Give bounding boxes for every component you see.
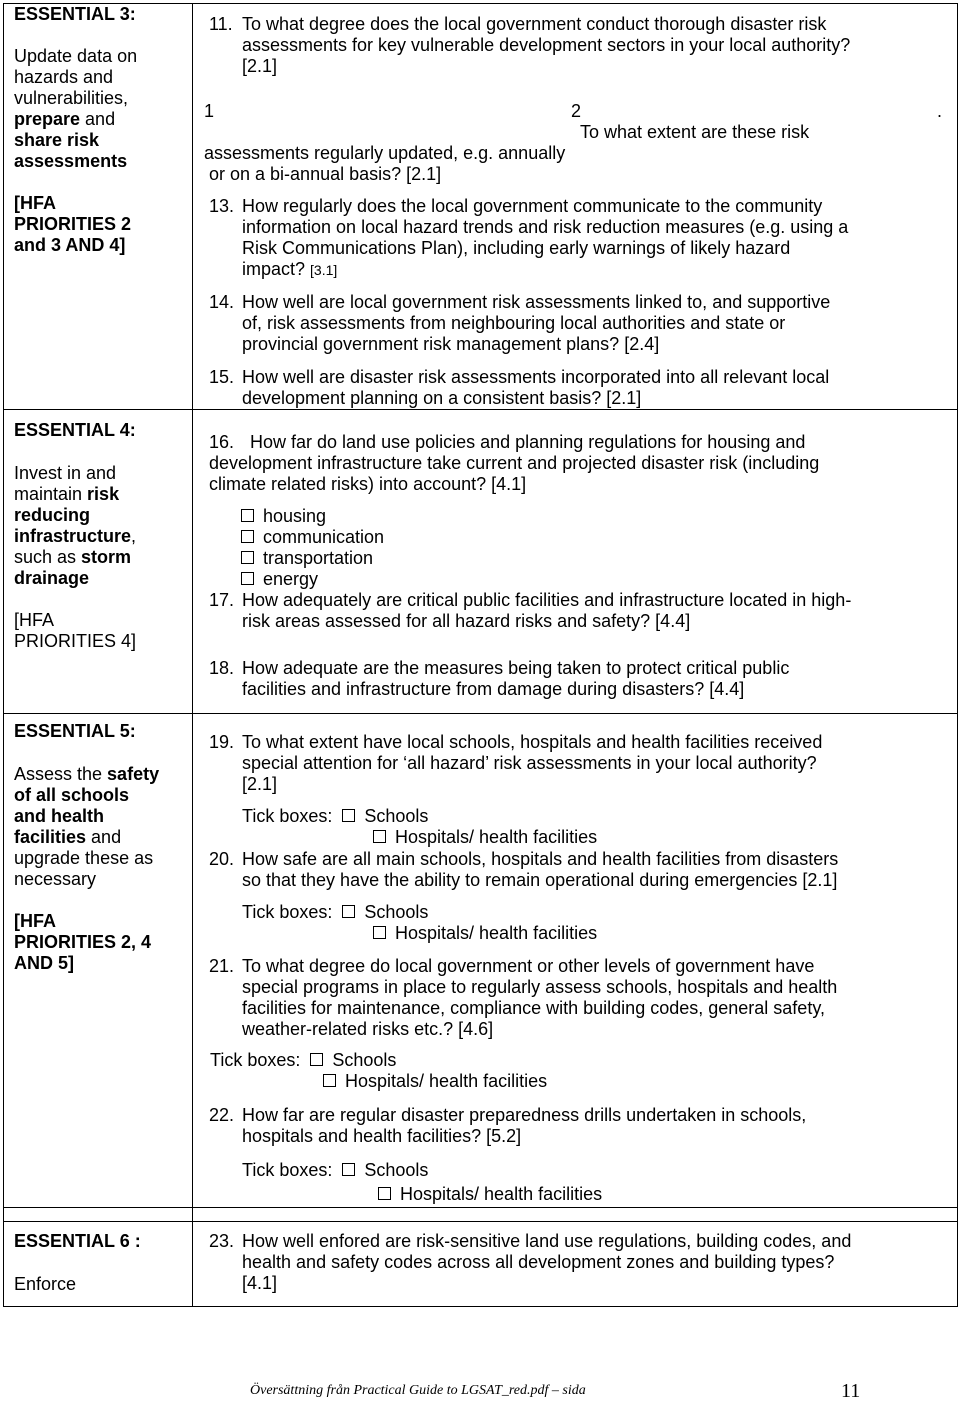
tick-boxes-q21: [210, 1050, 547, 1092]
question-text: [242, 1231, 954, 1294]
question-line: Risk Communications Plan), including early warnings of likely hazard: [242, 238, 791, 258]
essential-5-priorities-3: AND 5]: [14, 953, 75, 973]
question-text: [242, 956, 954, 1040]
tick-hospitals[interactable]: Hospitals/ health facilities: [378, 1184, 602, 1205]
essential-6-text: Enforce: [14, 1274, 77, 1294]
question-number: 23.: [209, 1231, 235, 1251]
question-line: To what degree does the local government conduct thorough disaster risk: [242, 14, 827, 34]
essential-4-priorities: [HFA: [14, 610, 55, 630]
column-divider: [192, 3, 193, 1307]
checkbox-icon[interactable]: [241, 530, 254, 543]
essential-4-text-4: infrastructure,: [14, 526, 137, 546]
question-line: development infrastructure take current and projected disaster risk (including: [209, 453, 820, 473]
checkbox-icon[interactable]: [342, 1163, 355, 1176]
essential-5-cell: [14, 721, 189, 974]
question-text: [242, 367, 954, 409]
essential-3-title: ESSENTIAL 3:: [14, 4, 136, 24]
question-number-dot: .: [937, 101, 943, 121]
row-divider-essential4: [3, 409, 958, 410]
question-line: or on a bi-annual basis? [2.1]: [209, 164, 442, 184]
question-line: climate related risks) into account? [4.1]: [209, 474, 527, 494]
essential-4-text-3: reducing: [14, 505, 91, 525]
tick-boxes-q22: [242, 1160, 602, 1205]
question-line: How safe are all main schools, hospitals and health facilities from disasters: [242, 849, 839, 869]
essential-4-text-2: maintain risk: [14, 484, 120, 504]
question-line: To what degree do local government or other levels of government have: [242, 956, 815, 976]
essential-6-cell: [14, 1231, 189, 1295]
table-border-left: [3, 3, 4, 1307]
question-number: 14.: [209, 292, 235, 312]
checkbox-icon[interactable]: [323, 1074, 336, 1087]
question-number: 13.: [209, 196, 235, 216]
question-text: [209, 432, 954, 495]
question-line: To what extent have local schools, hospitals and health facilities received: [242, 732, 823, 752]
question-13: [209, 196, 954, 281]
essential-3-text-2: hazards and: [14, 67, 114, 87]
page-number: 11: [841, 1380, 861, 1402]
question-text: [242, 658, 954, 700]
checkbox-communication[interactable]: communication: [241, 527, 384, 548]
question-21: [209, 956, 954, 1040]
question-23: [209, 1231, 954, 1294]
question-line: hospitals and health facilities? [5.2]: [242, 1126, 522, 1146]
essential-5-text-5: upgrade these as: [14, 848, 154, 868]
question-line: How adequate are the measures being taken to protect critical public: [242, 658, 790, 678]
question-text: [242, 292, 954, 355]
question-line: impact? [3.1]: [242, 259, 338, 279]
essential-5-text-2: of all schools: [14, 785, 130, 805]
question-line: facilities for maintenance, compliance with building codes, general safety,: [242, 998, 825, 1018]
question-number: 18.: [209, 658, 235, 678]
checkbox-icon[interactable]: [342, 809, 355, 822]
question-line: How far do land use policies and planning regulations for housing and: [250, 432, 806, 452]
checkbox-icon[interactable]: [241, 572, 254, 585]
question-text: [242, 732, 954, 795]
question-12: [204, 101, 954, 185]
question-line: [4.1]: [242, 1273, 278, 1293]
checkbox-transportation[interactable]: transportation: [241, 548, 384, 569]
question-number: 22.: [209, 1105, 235, 1125]
question-line: health and safety codes across all development zones and building types?: [242, 1252, 835, 1272]
row-divider-essential5: [3, 713, 958, 714]
question-22: [209, 1105, 954, 1147]
tick-schools[interactable]: Tick boxes: Schools: [242, 806, 429, 826]
tick-hospitals[interactable]: Hospitals/ health facilities: [373, 923, 597, 944]
tick-schools[interactable]: Tick boxes: Schools: [242, 902, 429, 922]
checkbox-icon[interactable]: [241, 509, 254, 522]
question-line: development planning on a consistent basis? [2.1]: [242, 388, 642, 408]
essential-4-text-5: such as storm: [14, 547, 132, 567]
question-line: How well enfored are risk-sensitive land use regulations, building codes, and: [242, 1231, 852, 1251]
essential-3-priorities-3: and 3 AND 4]: [14, 235, 126, 255]
tick-schools[interactable]: Tick boxes: Schools: [242, 1160, 429, 1180]
tick-hospitals[interactable]: Hospitals/ health facilities: [373, 827, 597, 848]
question-line: [2.1]: [242, 774, 278, 794]
question-number: 21.: [209, 956, 235, 976]
question-line: provincial government risk management plans? [2.4]: [242, 334, 660, 354]
question-line: assessments regularly updated, e.g. annually: [204, 143, 566, 163]
question-17: [209, 590, 954, 632]
checkbox-icon[interactable]: [378, 1187, 391, 1200]
tick-boxes-q20: [242, 902, 597, 944]
question-number: 11.: [209, 14, 233, 34]
checkbox-icon[interactable]: [373, 926, 386, 939]
question-number: 20.: [209, 849, 235, 869]
essential-3-priorities-2: PRIORITIES 2: [14, 214, 132, 234]
essential-5-text-4: facilities and: [14, 827, 122, 847]
question-number-part-2: 2: [571, 101, 582, 121]
page-footer: Översättning från Practical Guide to LGSAT_red.pdf – sida: [250, 1383, 586, 1398]
question-number: 16.: [209, 432, 235, 452]
question-14: [209, 292, 954, 355]
tick-schools[interactable]: Tick boxes: Schools: [210, 1050, 397, 1070]
question-line: How regularly does the local government communicate to the community: [242, 196, 823, 216]
question-18: [209, 658, 954, 700]
tick-boxes-q19: [242, 806, 597, 848]
essential-4-title: ESSENTIAL 4:: [14, 420, 136, 440]
question-line: so that they have the ability to remain operational during emergencies [2.1]: [242, 870, 838, 890]
question-text: [242, 196, 954, 281]
question-16: [209, 432, 954, 495]
essential-3-text-4: prepare and: [14, 109, 116, 129]
question-line: special attention for ‘all hazard’ risk assessments in your local authority?: [242, 753, 817, 773]
question-20: [209, 849, 954, 891]
essential-5-title: ESSENTIAL 5:: [14, 721, 136, 741]
essential-3-text-5: share risk: [14, 130, 100, 150]
table-border-bottom: [3, 1306, 958, 1307]
checkbox-housing[interactable]: housing: [241, 506, 384, 527]
question-line: How far are regular disaster preparedness drills undertaken in schools,: [242, 1105, 807, 1125]
essential-5-text-3: and health: [14, 806, 105, 826]
question-19: [209, 732, 954, 795]
checkbox-icon[interactable]: [342, 905, 355, 918]
question-line: information on local hazard trends and risk reduction measures (e.g. using a: [242, 217, 849, 237]
question-number: 19.: [209, 732, 235, 752]
question-line: facilities and infrastructure from damage during disasters? [4.4]: [242, 679, 745, 699]
row-divider-essential6: [3, 1221, 958, 1222]
question-line: risk areas assessed for all hazard risks and safety? [4.4]: [242, 611, 691, 631]
essential-3-text-6: assessments: [14, 151, 128, 171]
checkbox-icon[interactable]: [241, 551, 254, 564]
essential-4-text-6: drainage: [14, 568, 90, 588]
essential-5-priorities-2: PRIORITIES 2, 4: [14, 932, 152, 952]
essential-5-priorities: [HFA: [14, 911, 56, 931]
tick-hospitals[interactable]: Hospitals/ health facilities: [323, 1071, 547, 1092]
question-line: special programs in place to regularly assess schools, hospitals and health: [242, 977, 838, 997]
question-text: [242, 1105, 954, 1147]
checkbox-energy[interactable]: energy: [241, 569, 384, 590]
checkbox-icon[interactable]: [373, 830, 386, 843]
question-number: 15.: [209, 367, 235, 387]
question-number-part-1: 1: [204, 101, 215, 121]
question-line: weather-related risks etc.? [4.6]: [242, 1019, 494, 1039]
essential-3-text: Update data on: [14, 46, 138, 66]
essential-3-cell: [14, 4, 189, 256]
table-border-right: [957, 3, 958, 1307]
row-divider-essential6-top: [3, 1207, 958, 1208]
question-line: How well are disaster risk assessments incorporated into all relevant local: [242, 367, 830, 387]
land-use-options: [241, 506, 384, 590]
essential-3-text-3: vulnerabilities,: [14, 88, 129, 108]
checkbox-icon[interactable]: [310, 1053, 323, 1066]
question-text: [242, 14, 954, 77]
question-line: To what extent are these risk: [580, 122, 810, 142]
question-line: How well are local government risk assessments linked to, and supportive: [242, 292, 831, 312]
question-line: assessments for key vulnerable development sectors in your local authority?: [242, 35, 851, 55]
question-line: How adequately are critical public facilities and infrastructure located in high-: [242, 590, 852, 610]
question-line: of, risk assessments from neighbouring local authorities and state or: [242, 313, 786, 333]
essential-5-text-6: necessary: [14, 869, 97, 889]
question-11: [209, 14, 954, 77]
essential-4-cell: [14, 420, 189, 652]
question-line: [2.1]: [242, 56, 278, 76]
question-number: 17.: [209, 590, 235, 610]
question-text: [242, 849, 954, 891]
essential-4-text: Invest in and: [14, 463, 117, 483]
essential-3-priorities: [HFA: [14, 193, 56, 213]
essential-5-text: Assess the safety: [14, 764, 160, 784]
essential-4-priorities-2: PRIORITIES 4]: [14, 631, 137, 651]
essential-6-title: ESSENTIAL 6 :: [14, 1231, 141, 1251]
question-15: [209, 367, 954, 409]
question-text: [242, 590, 954, 632]
